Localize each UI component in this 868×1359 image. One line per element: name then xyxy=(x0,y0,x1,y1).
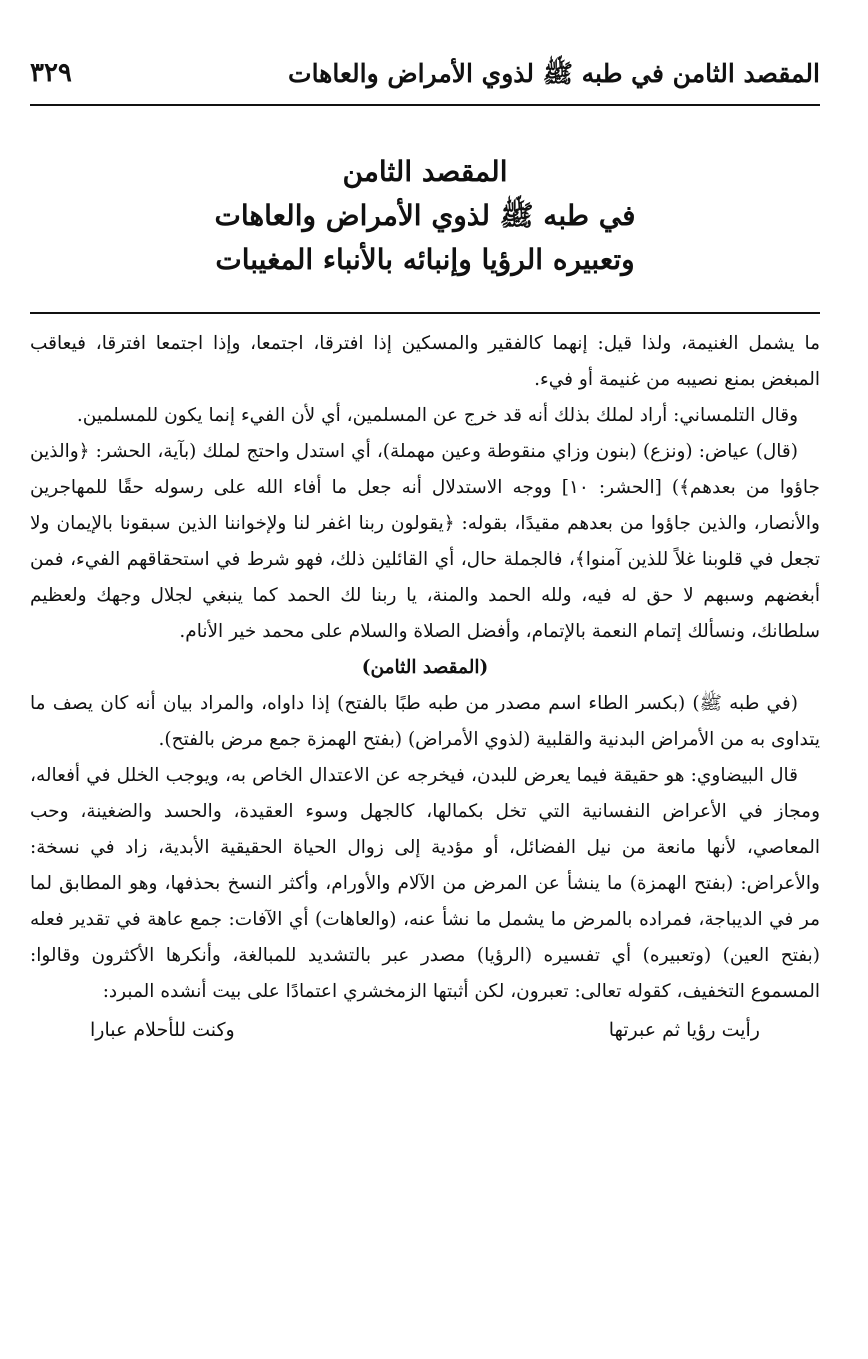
paragraph: قال البيضاوي: هو حقيقة فيما يعرض للبدن، فيخرجه عن الاعتدال الخاص به، ويوجب الخلل في أفعاله، ومجاز في الأعراض النفسانية التي تخل بكمالها، كالجهل وسوء العقيدة، والحسد والضغينة، وحب المعاصي، لأنها مانعة من نيل الفضائل، أو مؤدية إلى زوال الحياة الحقيقية الأبدية، زاد في نسخة: والأعراض: (بفتح الهمزة) ما ينشأ عن المرض من الآلام والأورام، وأكثر النسخ بحذفها، وهو المطابق لما مر في الديباجة، فمراده بالمرض ما يشمل ما نشأ عنه، (والعاهات) أي الآفات: جمع عاهة في تقدير فعله (بفتح العين) (وتعبيره) أي تفسيره (الرؤيا) مصدر عبر بالتشديد للمبالغة، وأنكرها الأكثرون وقالوا: المسموع التخفيف، كقوله تعالى: تعبرون، لكن أثبتها الزمخشري اعتمادًا على بيت أنشده المبرد: xyxy=(30,765,820,1002)
header-title: المقصد الثامن في طبه ﷺ لذوي الأمراض والعاهات xyxy=(288,59,820,88)
poetry-verse xyxy=(30,1012,820,1048)
chapter-heading xyxy=(30,150,820,282)
page-number: ٣٢٩ xyxy=(30,58,72,88)
verse-second-hemistich: وكنت للأحلام عبارا xyxy=(90,1019,235,1041)
paragraph: (في طبه ﷺ) (بكسر الطاء اسم مصدر من طبه طبًا بالفتح) إذا داواه، والمراد بيان أنه كان يصف ما يتداوى به من الأمراض البدنية والقلبية (لذوي الأمراض) (بفتح الهمزة جمع مرض بالفتح). xyxy=(30,693,820,750)
verse-first-hemistich: رأيت رؤيا ثم عبرتها xyxy=(608,1019,760,1041)
heading-line-2: في طبه ﷺ لذوي الأمراض والعاهات xyxy=(214,199,636,232)
heading-divider xyxy=(30,312,820,314)
body-text xyxy=(30,326,820,1048)
paragraph: وقال التلمساني: أراد لملك بذلك أنه قد خرج عن المسلمين، أي لأن الفيء إنما يكون للمسلمين. xyxy=(76,405,798,426)
heading-line-1: المقصد الثامن xyxy=(342,155,508,188)
heading-line-3: وتعبيره الرؤيا وإنبائه بالأنباء المغيبات xyxy=(215,243,635,276)
section-title: (المقصد الثامن) xyxy=(361,657,489,678)
paragraph: ما يشمل الغنيمة، ولذا قيل: إنهما كالفقير والمسكين إذا افترقا، اجتمعا، وإذا اجتمعا افترقا، فيعاقب المبغض بمنع نصيبه من غنيمة أو فيء. xyxy=(30,333,820,390)
paragraph: (قال) عياض: (ونزع) (بنون وزاي منقوطة وعين مهملة)، أي استدل واحتج لملك (بآية، الحشر: ﴿والذين جاؤوا من بعدهم﴾) [الحشر: ١٠] ووجه الاستدلال أنه جعل ما أفاء الله على رسوله حقًا للمهاجرين والأنصار، والذين جاؤوا من بعدهم مقيدًا، بقوله: ﴿يقولون ربنا اغفر لنا ولإخواننا الذين سبقونا بالإيمان ولا تجعل في قلوبنا غلاً للذين آمنوا﴾، فالجملة حال، أي القائلين ذلك، فهو شرط في استحقاقهم الفيء، فمن أبغضهم وسبهم لا حق له فيه، ولله الحمد والمنة، يا ربنا لك الحمد كما ينبغي لجلال وجهك ولعظيم سلطانك، ونسألك إتمام النعمة بالإتمام، وأفضل الصلاة والسلام على محمد خير الأنام. xyxy=(30,441,820,642)
running-header xyxy=(30,52,820,106)
